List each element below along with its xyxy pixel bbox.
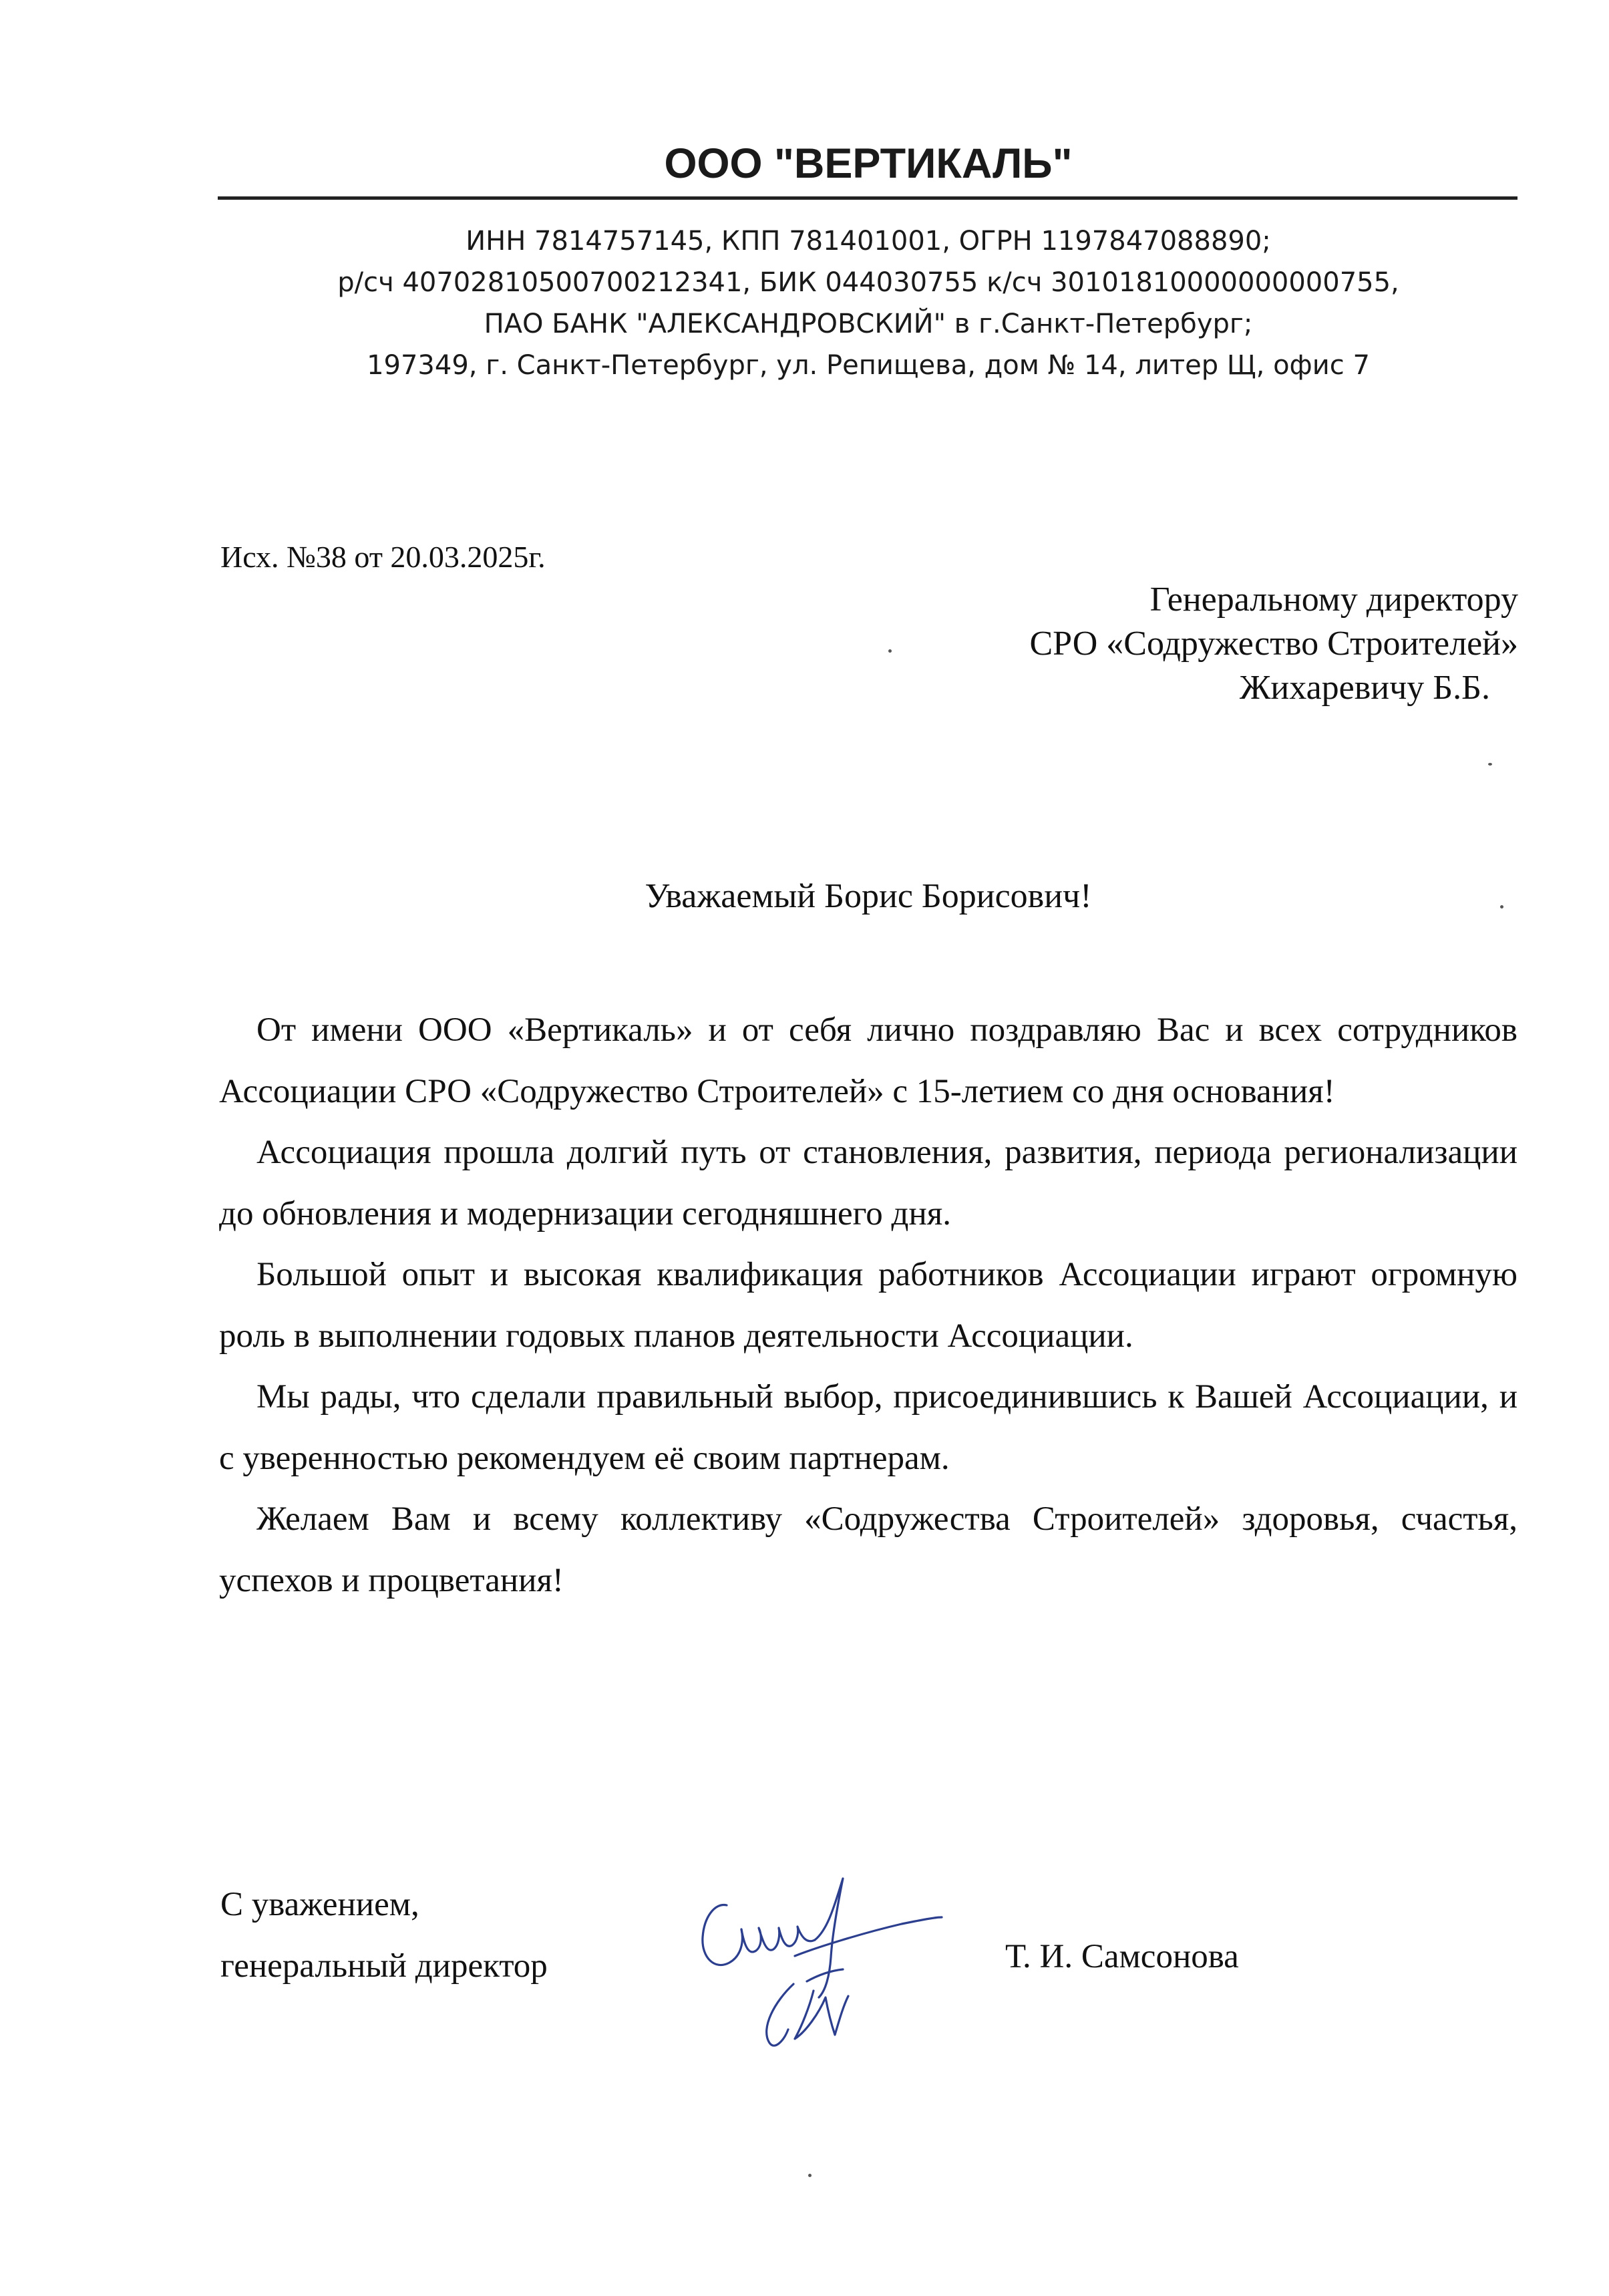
company-name: ООО "ВЕРТИКАЛЬ": [664, 140, 1073, 187]
body-paragraph: Ассоциация прошла долгий путь от становления, развития, периода регионализации до обновления и модернизации сегодняшнего дня.: [219, 1134, 1517, 1233]
closing-regards: С уважением,: [220, 1886, 419, 1923]
header-divider: [218, 196, 1517, 200]
signature-stroke: [741, 1927, 815, 1952]
handwritten-signature: [695, 1864, 989, 2064]
requisites-line: 197349, г. Санкт-Петербург, ул. Репищева, дом № 14, литер Щ, офис 7: [367, 350, 1370, 381]
body-paragraph: От имени ООО «Вертикаль» и от себя лично поздравляю Вас и всех сотрудников Ассоциации СРО «Содружество Строителей» с 15-летием со дня основания!: [219, 1011, 1517, 1110]
body-paragraph: Мы рады, что сделали правильный выбор, присоединившись к Вашей Ассоциации, и с уверенностью рекомендуем её своим партнерам.: [219, 1378, 1517, 1477]
signature-stroke: [703, 1905, 743, 1965]
closing-block: [220, 1874, 548, 1997]
body-paragraph: Желаем Вам и всему коллективу «Содружества Строителей» здоровья, счастья, успехов и процветания!: [219, 1500, 1517, 1599]
addressee-line: Генеральному директору: [1149, 581, 1518, 619]
requisites-line: р/сч 40702810500700212341, БИК 044030755 к/сч 30101810000000000755,: [337, 267, 1399, 298]
letter-body: [219, 1000, 1517, 1611]
scan-speck: [808, 2174, 812, 2177]
signer-name: Т. И. Самсонова: [1005, 1938, 1239, 1975]
scan-speck: [1500, 905, 1503, 909]
signer-position: генеральный директор: [220, 1947, 548, 1985]
outgoing-number: Исх. №38 от 20.03.2025г.: [220, 540, 546, 574]
addressee-block: [1029, 578, 1518, 710]
signature-stroke: [807, 1969, 843, 1981]
scan-speck: [888, 649, 892, 653]
addressee-line: СРО «Содружество Строителей»: [1029, 625, 1518, 663]
body-paragraph: Большой опыт и высокая квалификация работников Ассоциации играют огромную роль в выполнении годовых планов деятельности Ассоциации.: [219, 1256, 1517, 1355]
greeting: Уважаемый Борис Борисович!: [645, 877, 1092, 915]
company-requisites: [220, 220, 1516, 386]
requisites-line: ИНН 7814757145, КПП 781401001, ОГРН 1197847088890;: [466, 226, 1271, 257]
requisites-line: ПАО БАНК "АЛЕКСАНДРОВСКИЙ" в г.Санкт-Петербург;: [484, 309, 1253, 339]
signature-stroke: [795, 1991, 848, 2039]
addressee-line: Жихаревичу Б.Б.: [1239, 669, 1490, 707]
signature-stroke: [815, 1878, 843, 1997]
signature-stroke: [795, 1917, 942, 1956]
signature-stroke: [767, 1984, 793, 2045]
scan-speck: [1488, 763, 1492, 766]
